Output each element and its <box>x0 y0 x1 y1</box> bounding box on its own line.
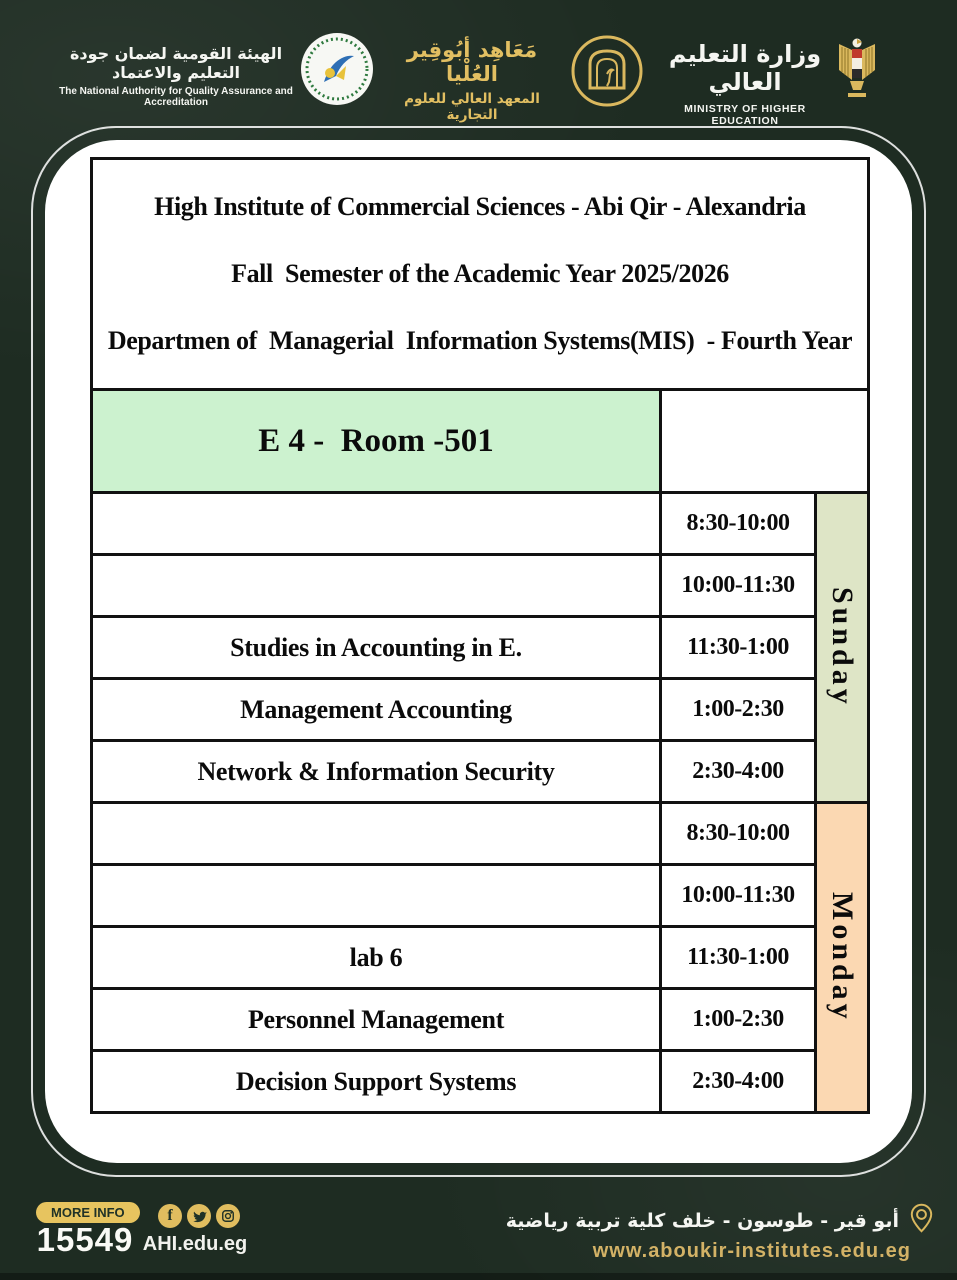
institute-title-arabic: مَعَاهِد أبُوقِير العُلْيا <box>406 38 538 86</box>
room-header-blank-cell <box>662 391 867 491</box>
naqaae-title-english: The National Authority for Quality Assurance and Accreditation <box>59 86 293 108</box>
instagram-icon[interactable] <box>216 1204 240 1228</box>
institute-header <box>380 38 564 123</box>
subject-cell <box>93 804 659 863</box>
ministry-title-english: MINISTRY OF HIGHER EDUCATION <box>684 103 806 127</box>
institute-subtitle-arabic: المعهد العالي للعلوم التجارية <box>404 91 540 123</box>
table-title-cell <box>93 160 867 388</box>
institute-emblem-icon <box>570 34 644 113</box>
subject-cell: Management Accounting <box>93 680 659 739</box>
naqaae-logo-icon <box>300 32 374 111</box>
twitter-icon[interactable] <box>187 1204 211 1228</box>
naqaae-title-arabic: الهيئة القومية لضمان جودة التعليم والاعتماد <box>69 44 283 82</box>
egypt-eagle-icon <box>836 36 878 105</box>
address-row <box>506 1203 935 1238</box>
subject-cell <box>93 866 659 925</box>
subject-cell <box>93 494 659 553</box>
ministry-title-arabic: وزارة التعليم العالي <box>668 40 822 96</box>
subject-cell <box>93 556 659 615</box>
time-cell: 8:30-10:00 <box>662 804 814 863</box>
time-cell: 2:30-4:00 <box>662 742 814 801</box>
time-cell: 8:30-10:00 <box>662 494 814 553</box>
department-line: Departmen of Managerial Information Systems(MIS) - Fourth Year <box>107 325 853 355</box>
institute-name-line: High Institute of Commercial Sciences - Abi Qir - Alexandria <box>154 192 806 222</box>
website-short-link[interactable]: AHI.edu.eg <box>142 1233 248 1255</box>
semester-line: Fall Semester of the Academic Year 2025/2026 <box>231 258 729 288</box>
time-cell: 11:30-1:00 <box>662 618 814 677</box>
facebook-icon[interactable]: f <box>158 1204 182 1228</box>
subject-cell: Studies in Accounting in E. <box>93 618 659 677</box>
subject-cell: Personnel Management <box>93 990 659 1049</box>
room-header-cell: E 4 - Room -501 <box>93 391 659 491</box>
hotline-number[interactable]: 15549 <box>36 1221 134 1258</box>
bottom-strip <box>0 1273 957 1280</box>
ministry-header <box>652 40 838 127</box>
day-label-monday: Monday <box>817 804 867 1111</box>
time-cell: 11:30-1:00 <box>662 928 814 987</box>
naqaae-header <box>48 44 304 108</box>
time-cell: 10:00-11:30 <box>662 866 814 925</box>
time-cell: 10:00-11:30 <box>662 556 814 615</box>
address-arabic: أبو قير - طوسون - خلف كلية تربية رياضية <box>505 1209 899 1232</box>
location-pin-icon <box>908 1203 935 1238</box>
schedule-table <box>90 157 870 1114</box>
time-cell: 1:00-2:30 <box>662 680 814 739</box>
time-cell: 2:30-4:00 <box>662 1052 814 1111</box>
website-full-link[interactable]: www.aboukir-institutes.edu.eg <box>592 1240 911 1262</box>
subject-cell: Decision Support Systems <box>93 1052 659 1111</box>
more-info-badge: MORE INFO <box>36 1202 140 1223</box>
time-cell: 1:00-2:30 <box>662 990 814 1049</box>
day-label-sunday: Sunday <box>817 494 867 801</box>
subject-cell: lab 6 <box>93 928 659 987</box>
subject-cell: Network & Information Security <box>93 742 659 801</box>
social-icons-group <box>158 1204 240 1228</box>
